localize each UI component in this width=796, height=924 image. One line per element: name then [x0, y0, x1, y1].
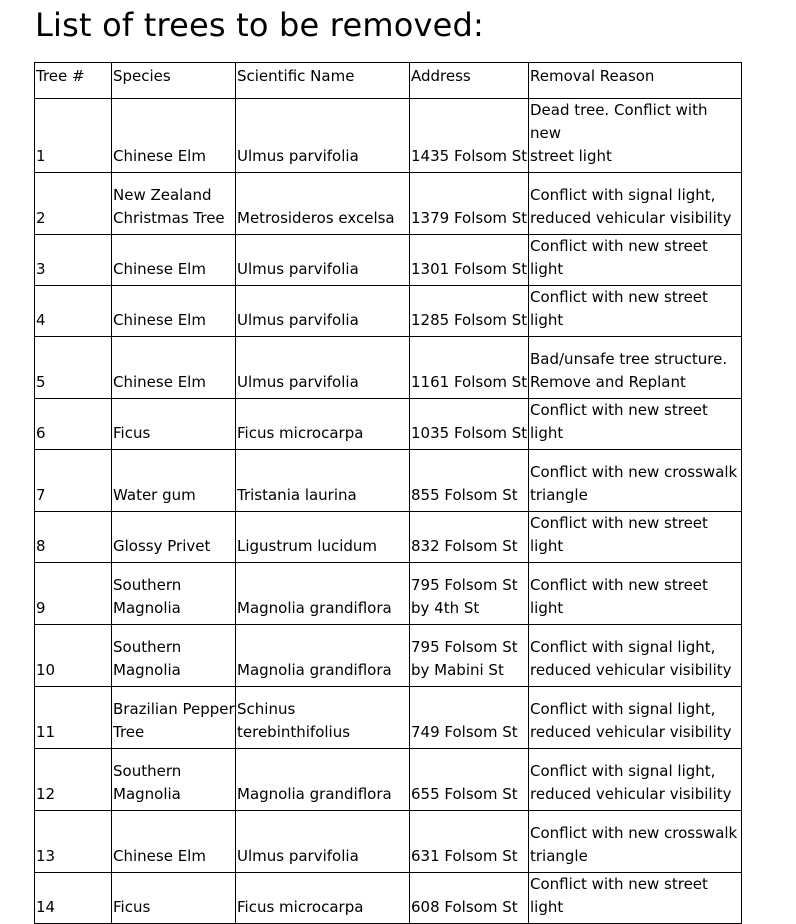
- cell-removal-reason-text: Conflict with new street light: [530, 875, 708, 916]
- column-header-removal-reason: Removal Reason: [529, 63, 742, 99]
- cell-tree-number-text: 12: [36, 785, 56, 803]
- cell-removal-reason-text: Conflict with signal light, reduced vehicular visibility: [530, 638, 732, 679]
- cell-scientific-name-text: Magnolia grandiflora: [237, 785, 392, 803]
- cell-tree-number-text: 4: [36, 311, 46, 329]
- table-row: [35, 337, 742, 399]
- table-row: [35, 563, 742, 625]
- table-row: [35, 749, 742, 811]
- cell-removal-reason-text: Conflict with signal light, reduced vehicular visibility: [530, 700, 732, 741]
- cell-address-text: 749 Folsom St: [411, 723, 518, 741]
- cell-species-text: Chinese Elm: [113, 311, 206, 329]
- cell-removal-reason: [529, 687, 742, 749]
- cell-tree-number: [35, 450, 112, 512]
- cell-scientific-name-text: Ulmus parvifolia: [237, 260, 359, 278]
- cell-removal-reason: [529, 749, 742, 811]
- cell-species-text: Ficus: [113, 898, 151, 916]
- cell-address-text: 1379 Folsom St: [411, 209, 528, 227]
- table-row: [35, 873, 742, 924]
- cell-scientific-name: [236, 873, 410, 924]
- cell-tree-number: [35, 749, 112, 811]
- cell-species-text: Chinese Elm: [113, 147, 206, 165]
- cell-address: [410, 749, 529, 811]
- cell-removal-reason-text: Conflict with new street light: [530, 401, 708, 442]
- cell-scientific-name-text: Ligustrum lucidum: [237, 537, 378, 555]
- cell-species: [112, 286, 236, 337]
- cell-address: [410, 687, 529, 749]
- cell-species-text: Southern Magnolia: [113, 762, 182, 803]
- cell-scientific-name: [236, 99, 410, 173]
- cell-address: [410, 286, 529, 337]
- tree-removal-table: [34, 62, 742, 924]
- cell-removal-reason-text: Bad/unsafe tree structure. Remove and Replant: [530, 350, 728, 391]
- cell-tree-number: [35, 563, 112, 625]
- cell-species: [112, 450, 236, 512]
- cell-scientific-name-text: Ulmus parvifolia: [237, 311, 359, 329]
- column-header-tree-number: Tree #: [35, 63, 112, 99]
- table-row: [35, 687, 742, 749]
- cell-scientific-name: [236, 235, 410, 286]
- cell-removal-reason-text: Conflict with new street light: [530, 288, 708, 329]
- cell-tree-number-text: 11: [36, 723, 56, 741]
- cell-removal-reason-text: Conflict with signal light, reduced vehicular visibility: [530, 186, 732, 227]
- table-row: [35, 173, 742, 235]
- cell-scientific-name: [236, 399, 410, 450]
- cell-address: [410, 399, 529, 450]
- cell-address-text: 795 Folsom St by 4th St: [411, 576, 518, 617]
- cell-removal-reason-text: Dead tree. Conflict with new street light: [530, 101, 708, 165]
- cell-address: [410, 625, 529, 687]
- cell-species-text: Chinese Elm: [113, 847, 206, 865]
- cell-scientific-name: [236, 173, 410, 235]
- cell-address: [410, 811, 529, 873]
- cell-tree-number-text: 2: [36, 209, 46, 227]
- cell-scientific-name: [236, 687, 410, 749]
- cell-removal-reason: [529, 625, 742, 687]
- table-row: [35, 399, 742, 450]
- table-row: [35, 286, 742, 337]
- cell-scientific-name-text: Ficus microcarpa: [237, 898, 364, 916]
- cell-removal-reason-text: Conflict with new street light: [530, 237, 708, 278]
- cell-species: [112, 625, 236, 687]
- table-row: [35, 99, 742, 173]
- cell-tree-number-text: 10: [36, 661, 56, 679]
- cell-species: [112, 563, 236, 625]
- cell-species: [112, 811, 236, 873]
- cell-scientific-name: [236, 450, 410, 512]
- cell-species-text: Southern Magnolia: [113, 576, 182, 617]
- cell-address: [410, 99, 529, 173]
- cell-species: [112, 873, 236, 924]
- cell-scientific-name: [236, 512, 410, 563]
- table-row: [35, 450, 742, 512]
- cell-address: [410, 235, 529, 286]
- cell-species: [112, 173, 236, 235]
- cell-removal-reason: [529, 811, 742, 873]
- cell-removal-reason: [529, 563, 742, 625]
- cell-address-text: 1035 Folsom St: [411, 424, 528, 442]
- cell-address: [410, 512, 529, 563]
- cell-address: [410, 450, 529, 512]
- cell-species-text: Water gum: [113, 486, 196, 504]
- cell-species: [112, 687, 236, 749]
- cell-scientific-name-text: Ulmus parvifolia: [237, 373, 359, 391]
- cell-address-text: 631 Folsom St: [411, 847, 518, 865]
- cell-tree-number-text: 3: [36, 260, 46, 278]
- cell-scientific-name-text: Magnolia grandiflora: [237, 599, 392, 617]
- cell-scientific-name-text: Schinus terebinthifolius: [237, 700, 351, 741]
- cell-scientific-name-text: Magnolia grandiflora: [237, 661, 392, 679]
- cell-species: [112, 235, 236, 286]
- cell-tree-number: [35, 235, 112, 286]
- cell-species-text: Glossy Privet: [113, 537, 211, 555]
- column-header-address: Address: [410, 63, 529, 99]
- table-row: [35, 235, 742, 286]
- cell-removal-reason: [529, 450, 742, 512]
- cell-address: [410, 173, 529, 235]
- cell-tree-number-text: 1: [36, 147, 46, 165]
- table-row: [35, 512, 742, 563]
- cell-species-text: New Zealand Christmas Tree: [113, 186, 225, 227]
- cell-removal-reason: [529, 512, 742, 563]
- cell-removal-reason: [529, 286, 742, 337]
- cell-removal-reason-text: Conflict with new crosswalk triangle: [530, 463, 738, 504]
- cell-scientific-name: [236, 811, 410, 873]
- cell-removal-reason: [529, 337, 742, 399]
- cell-tree-number: [35, 625, 112, 687]
- cell-tree-number-text: 5: [36, 373, 46, 391]
- cell-species-text: Chinese Elm: [113, 260, 206, 278]
- table-body: [35, 99, 742, 924]
- cell-address: [410, 563, 529, 625]
- cell-address: [410, 873, 529, 924]
- cell-tree-number: [35, 399, 112, 450]
- cell-scientific-name-text: Metrosideros excelsa: [237, 209, 395, 227]
- table-row: [35, 625, 742, 687]
- column-header-scientific-name: Scientific Name: [236, 63, 410, 99]
- cell-address-text: 1301 Folsom St: [411, 260, 528, 278]
- cell-tree-number-text: 6: [36, 424, 46, 442]
- cell-scientific-name: [236, 286, 410, 337]
- cell-species-text: Brazilian Pepper Tree: [113, 700, 235, 741]
- cell-scientific-name: [236, 337, 410, 399]
- cell-scientific-name-text: Ulmus parvifolia: [237, 147, 359, 165]
- cell-tree-number-text: 9: [36, 599, 46, 617]
- cell-species-text: Southern Magnolia: [113, 638, 182, 679]
- cell-address-text: 1285 Folsom St: [411, 311, 528, 329]
- column-header-species: Species: [112, 63, 236, 99]
- cell-tree-number: [35, 811, 112, 873]
- cell-tree-number: [35, 337, 112, 399]
- cell-removal-reason: [529, 99, 742, 173]
- table-header-row: [35, 63, 742, 99]
- cell-scientific-name-text: Ulmus parvifolia: [237, 847, 359, 865]
- cell-address-text: 608 Folsom St: [411, 898, 518, 916]
- cell-tree-number-text: 8: [36, 537, 46, 555]
- cell-species-text: Ficus: [113, 424, 151, 442]
- cell-species: [112, 749, 236, 811]
- cell-removal-reason-text: Conflict with new street light: [530, 576, 708, 617]
- cell-address: [410, 337, 529, 399]
- cell-scientific-name: [236, 563, 410, 625]
- cell-removal-reason-text: Conflict with signal light, reduced vehicular visibility: [530, 762, 732, 803]
- cell-removal-reason-text: Conflict with new street light: [530, 514, 708, 555]
- cell-tree-number: [35, 687, 112, 749]
- cell-tree-number: [35, 173, 112, 235]
- cell-removal-reason: [529, 873, 742, 924]
- cell-removal-reason-text: Conflict with new crosswalk triangle: [530, 824, 738, 865]
- cell-tree-number-text: 7: [36, 486, 46, 504]
- cell-species: [112, 337, 236, 399]
- table-row: [35, 811, 742, 873]
- cell-species: [112, 512, 236, 563]
- cell-tree-number: [35, 99, 112, 173]
- cell-tree-number-text: 13: [36, 847, 56, 865]
- cell-species-text: Chinese Elm: [113, 373, 206, 391]
- cell-address-text: 1161 Folsom St: [411, 373, 528, 391]
- cell-address-text: 832 Folsom St: [411, 537, 518, 555]
- cell-address-text: 855 Folsom St: [411, 486, 518, 504]
- cell-address-text: 1435 Folsom St: [411, 147, 528, 165]
- cell-removal-reason: [529, 173, 742, 235]
- cell-species: [112, 99, 236, 173]
- cell-scientific-name-text: Tristania laurina: [237, 486, 357, 504]
- cell-removal-reason: [529, 399, 742, 450]
- cell-scientific-name-text: Ficus microcarpa: [237, 424, 364, 442]
- cell-address-text: 655 Folsom St: [411, 785, 518, 803]
- cell-tree-number: [35, 512, 112, 563]
- cell-tree-number-text: 14: [36, 898, 56, 916]
- cell-species: [112, 399, 236, 450]
- cell-removal-reason: [529, 235, 742, 286]
- cell-scientific-name: [236, 749, 410, 811]
- cell-address-text: 795 Folsom St by Mabini St: [411, 638, 518, 679]
- cell-tree-number: [35, 286, 112, 337]
- page-title: List of trees to be removed:: [35, 6, 485, 44]
- cell-tree-number: [35, 873, 112, 924]
- cell-scientific-name: [236, 625, 410, 687]
